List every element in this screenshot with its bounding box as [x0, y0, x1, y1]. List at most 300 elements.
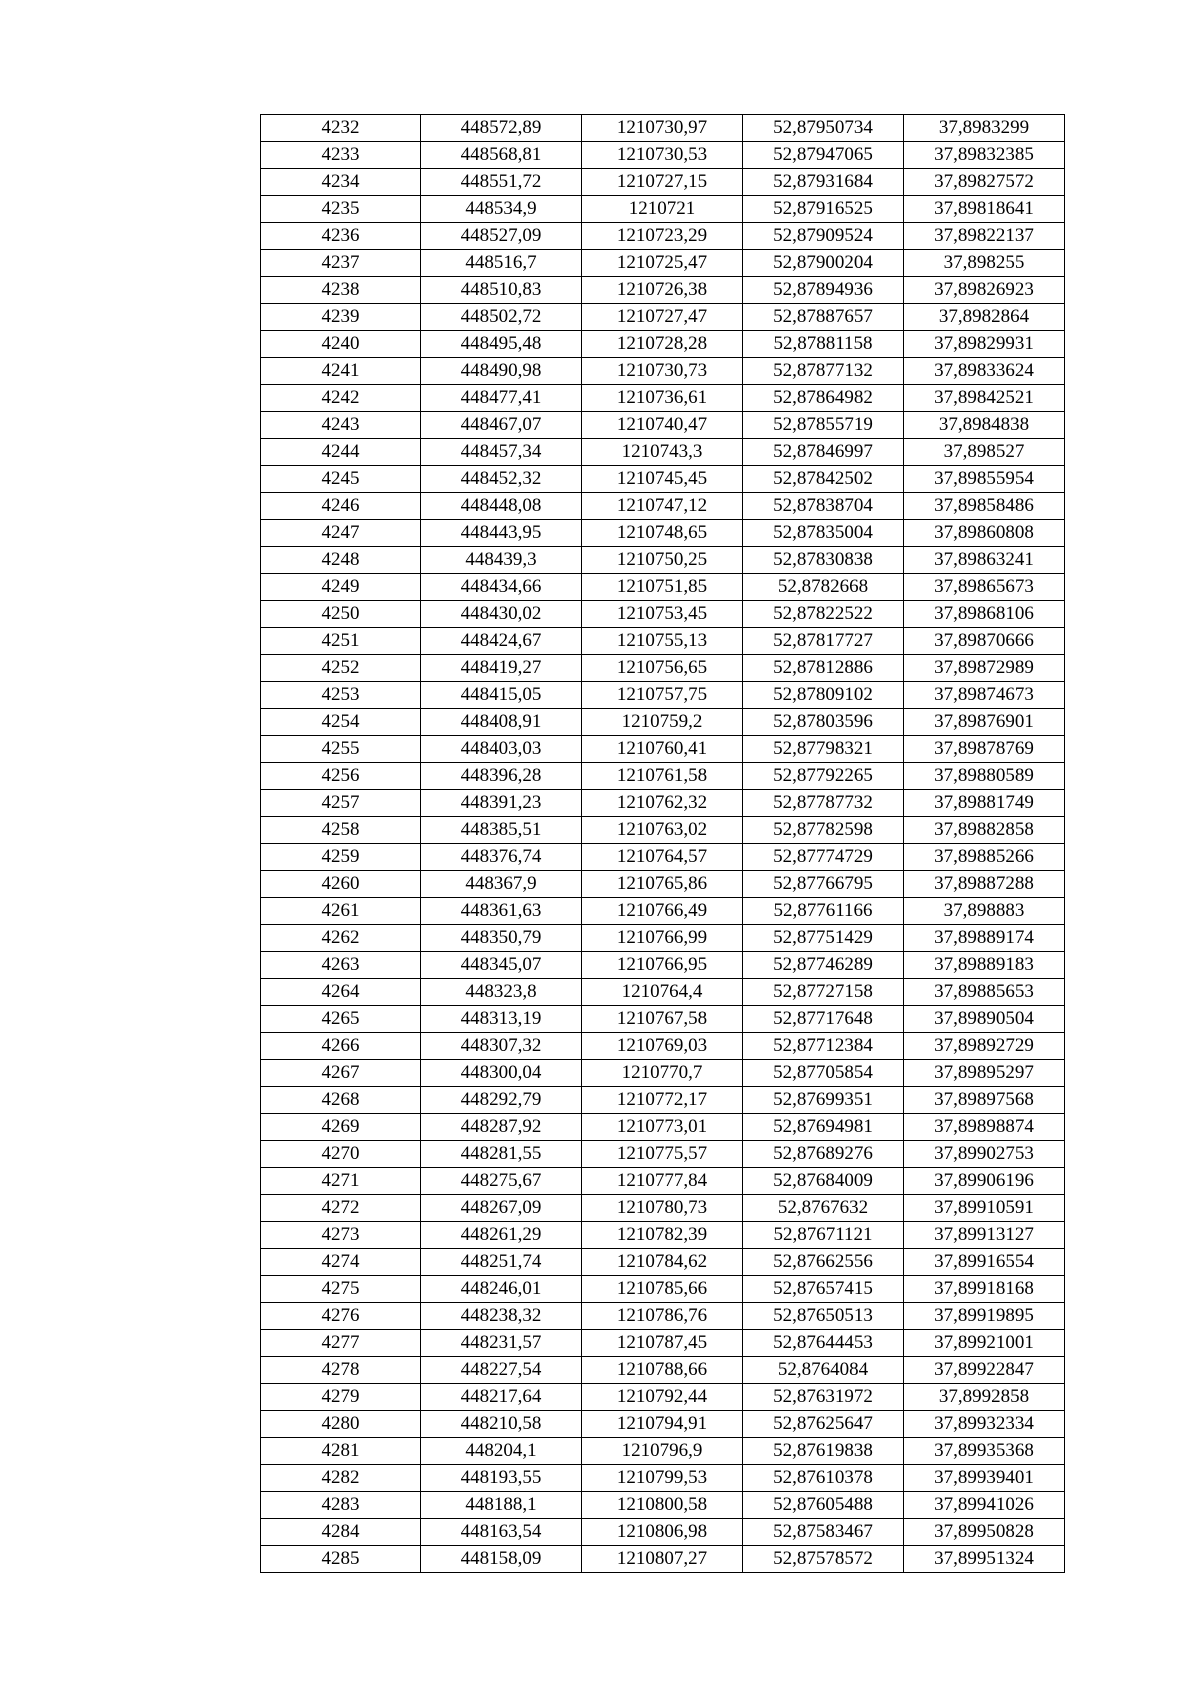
- x-coordinate-cell: 448227,54: [421, 1357, 582, 1384]
- latitude-cell: 52,87717648: [743, 1006, 904, 1033]
- longitude-cell: 37,89922847: [904, 1357, 1065, 1384]
- longitude-cell: 37,89829931: [904, 331, 1065, 358]
- latitude-cell: 52,8782668: [743, 574, 904, 601]
- longitude-cell: 37,89892729: [904, 1033, 1065, 1060]
- longitude-cell: 37,89895297: [904, 1060, 1065, 1087]
- table-row: [261, 1249, 1065, 1276]
- longitude-cell: 37,89855954: [904, 466, 1065, 493]
- latitude-cell: 52,87657415: [743, 1276, 904, 1303]
- point-number-cell: 4268: [261, 1087, 421, 1114]
- y-coordinate-cell: 1210764,4: [582, 979, 743, 1006]
- longitude-cell: 37,89818641: [904, 196, 1065, 223]
- longitude-cell: 37,89950828: [904, 1519, 1065, 1546]
- point-number-cell: 4239: [261, 304, 421, 331]
- table-row: [261, 1357, 1065, 1384]
- x-coordinate-cell: 448502,72: [421, 304, 582, 331]
- y-coordinate-cell: 1210766,49: [582, 898, 743, 925]
- latitude-cell: 52,87746289: [743, 952, 904, 979]
- y-coordinate-cell: 1210788,66: [582, 1357, 743, 1384]
- longitude-cell: 37,89890504: [904, 1006, 1065, 1033]
- x-coordinate-cell: 448419,27: [421, 655, 582, 682]
- table-row: [261, 736, 1065, 763]
- x-coordinate-cell: 448350,79: [421, 925, 582, 952]
- y-coordinate-cell: 1210775,57: [582, 1141, 743, 1168]
- point-number-cell: 4269: [261, 1114, 421, 1141]
- point-number-cell: 4284: [261, 1519, 421, 1546]
- x-coordinate-cell: 448361,63: [421, 898, 582, 925]
- longitude-cell: 37,89910591: [904, 1195, 1065, 1222]
- y-coordinate-cell: 1210745,45: [582, 466, 743, 493]
- table-row: [261, 871, 1065, 898]
- y-coordinate-cell: 1210780,73: [582, 1195, 743, 1222]
- x-coordinate-cell: 448415,05: [421, 682, 582, 709]
- point-number-cell: 4276: [261, 1303, 421, 1330]
- latitude-cell: 52,87877132: [743, 358, 904, 385]
- x-coordinate-cell: 448238,32: [421, 1303, 582, 1330]
- y-coordinate-cell: 1210765,86: [582, 871, 743, 898]
- y-coordinate-cell: 1210751,85: [582, 574, 743, 601]
- y-coordinate-cell: 1210773,01: [582, 1114, 743, 1141]
- point-number-cell: 4256: [261, 763, 421, 790]
- table-row: [261, 898, 1065, 925]
- x-coordinate-cell: 448510,83: [421, 277, 582, 304]
- table-row: [261, 1492, 1065, 1519]
- latitude-cell: 52,87931684: [743, 169, 904, 196]
- y-coordinate-cell: 1210728,28: [582, 331, 743, 358]
- longitude-cell: 37,89918168: [904, 1276, 1065, 1303]
- latitude-cell: 52,87610378: [743, 1465, 904, 1492]
- point-number-cell: 4262: [261, 925, 421, 952]
- point-number-cell: 4273: [261, 1222, 421, 1249]
- latitude-cell: 52,87705854: [743, 1060, 904, 1087]
- x-coordinate-cell: 448163,54: [421, 1519, 582, 1546]
- table-row: [261, 1330, 1065, 1357]
- y-coordinate-cell: 1210759,2: [582, 709, 743, 736]
- point-number-cell: 4252: [261, 655, 421, 682]
- table-row: [261, 466, 1065, 493]
- longitude-cell: 37,89833624: [904, 358, 1065, 385]
- x-coordinate-cell: 448408,91: [421, 709, 582, 736]
- point-number-cell: 4285: [261, 1546, 421, 1573]
- table-row: [261, 1141, 1065, 1168]
- point-number-cell: 4260: [261, 871, 421, 898]
- point-number-cell: 4278: [261, 1357, 421, 1384]
- table-row: [261, 1384, 1065, 1411]
- point-number-cell: 4283: [261, 1492, 421, 1519]
- y-coordinate-cell: 1210799,53: [582, 1465, 743, 1492]
- table-row: [261, 1195, 1065, 1222]
- point-number-cell: 4258: [261, 817, 421, 844]
- longitude-cell: 37,89939401: [904, 1465, 1065, 1492]
- y-coordinate-cell: 1210777,84: [582, 1168, 743, 1195]
- table-row: [261, 331, 1065, 358]
- y-coordinate-cell: 1210769,03: [582, 1033, 743, 1060]
- table-row: [261, 1303, 1065, 1330]
- longitude-cell: 37,89902753: [904, 1141, 1065, 1168]
- y-coordinate-cell: 1210784,62: [582, 1249, 743, 1276]
- longitude-cell: 37,89880589: [904, 763, 1065, 790]
- longitude-cell: 37,89822137: [904, 223, 1065, 250]
- table-row: [261, 1276, 1065, 1303]
- x-coordinate-cell: 448527,09: [421, 223, 582, 250]
- point-number-cell: 4255: [261, 736, 421, 763]
- table-row: [261, 1546, 1065, 1573]
- longitude-cell: 37,89876901: [904, 709, 1065, 736]
- latitude-cell: 52,87835004: [743, 520, 904, 547]
- table-row: [261, 169, 1065, 196]
- table-row: [261, 358, 1065, 385]
- latitude-cell: 52,87684009: [743, 1168, 904, 1195]
- latitude-cell: 52,87798321: [743, 736, 904, 763]
- longitude-cell: 37,89868106: [904, 601, 1065, 628]
- y-coordinate-cell: 1210727,47: [582, 304, 743, 331]
- longitude-cell: 37,89885653: [904, 979, 1065, 1006]
- latitude-cell: 52,87712384: [743, 1033, 904, 1060]
- table-row: [261, 1087, 1065, 1114]
- table-row: [261, 844, 1065, 871]
- latitude-cell: 52,87699351: [743, 1087, 904, 1114]
- longitude-cell: 37,89885266: [904, 844, 1065, 871]
- longitude-cell: 37,89827572: [904, 169, 1065, 196]
- x-coordinate-cell: 448193,55: [421, 1465, 582, 1492]
- x-coordinate-cell: 448158,09: [421, 1546, 582, 1573]
- y-coordinate-cell: 1210730,53: [582, 142, 743, 169]
- y-coordinate-cell: 1210748,65: [582, 520, 743, 547]
- table-row: [261, 385, 1065, 412]
- x-coordinate-cell: 448345,07: [421, 952, 582, 979]
- latitude-cell: 52,87792265: [743, 763, 904, 790]
- point-number-cell: 4265: [261, 1006, 421, 1033]
- longitude-cell: 37,89919895: [904, 1303, 1065, 1330]
- table-row: [261, 250, 1065, 277]
- table-row: [261, 817, 1065, 844]
- point-number-cell: 4241: [261, 358, 421, 385]
- table-row: [261, 1033, 1065, 1060]
- table-row: [261, 547, 1065, 574]
- table-row: [261, 1438, 1065, 1465]
- table-row: [261, 1465, 1065, 1492]
- table-row: [261, 1060, 1065, 1087]
- y-coordinate-cell: 1210796,9: [582, 1438, 743, 1465]
- latitude-cell: 52,87809102: [743, 682, 904, 709]
- y-coordinate-cell: 1210770,7: [582, 1060, 743, 1087]
- table-row: [261, 952, 1065, 979]
- y-coordinate-cell: 1210760,41: [582, 736, 743, 763]
- point-number-cell: 4248: [261, 547, 421, 574]
- longitude-cell: 37,89951324: [904, 1546, 1065, 1573]
- x-coordinate-cell: 448568,81: [421, 142, 582, 169]
- table-row: [261, 196, 1065, 223]
- point-number-cell: 4257: [261, 790, 421, 817]
- longitude-cell: 37,89882858: [904, 817, 1065, 844]
- point-number-cell: 4251: [261, 628, 421, 655]
- y-coordinate-cell: 1210740,47: [582, 412, 743, 439]
- y-coordinate-cell: 1210792,44: [582, 1384, 743, 1411]
- x-coordinate-cell: 448261,29: [421, 1222, 582, 1249]
- longitude-cell: 37,89887288: [904, 871, 1065, 898]
- latitude-cell: 52,87881158: [743, 331, 904, 358]
- y-coordinate-cell: 1210766,95: [582, 952, 743, 979]
- x-coordinate-cell: 448516,7: [421, 250, 582, 277]
- x-coordinate-cell: 448307,32: [421, 1033, 582, 1060]
- x-coordinate-cell: 448443,95: [421, 520, 582, 547]
- longitude-cell: 37,89826923: [904, 277, 1065, 304]
- table-row: [261, 520, 1065, 547]
- x-coordinate-cell: 448385,51: [421, 817, 582, 844]
- latitude-cell: 52,87838704: [743, 493, 904, 520]
- point-number-cell: 4270: [261, 1141, 421, 1168]
- longitude-cell: 37,89878769: [904, 736, 1065, 763]
- longitude-cell: 37,89941026: [904, 1492, 1065, 1519]
- y-coordinate-cell: 1210725,47: [582, 250, 743, 277]
- x-coordinate-cell: 448231,57: [421, 1330, 582, 1357]
- point-number-cell: 4245: [261, 466, 421, 493]
- latitude-cell: 52,87605488: [743, 1492, 904, 1519]
- latitude-cell: 52,87822522: [743, 601, 904, 628]
- y-coordinate-cell: 1210786,76: [582, 1303, 743, 1330]
- table-row: [261, 277, 1065, 304]
- y-coordinate-cell: 1210736,61: [582, 385, 743, 412]
- x-coordinate-cell: 448424,67: [421, 628, 582, 655]
- longitude-cell: 37,8983299: [904, 115, 1065, 142]
- point-number-cell: 4240: [261, 331, 421, 358]
- x-coordinate-cell: 448396,28: [421, 763, 582, 790]
- coordinates-table-body: [261, 115, 1065, 1573]
- table-row: [261, 601, 1065, 628]
- y-coordinate-cell: 1210756,65: [582, 655, 743, 682]
- point-number-cell: 4249: [261, 574, 421, 601]
- x-coordinate-cell: 448287,92: [421, 1114, 582, 1141]
- coordinates-table: [260, 114, 1065, 1573]
- latitude-cell: 52,87782598: [743, 817, 904, 844]
- x-coordinate-cell: 448210,58: [421, 1411, 582, 1438]
- latitude-cell: 52,87644453: [743, 1330, 904, 1357]
- x-coordinate-cell: 448204,1: [421, 1438, 582, 1465]
- latitude-cell: 52,87774729: [743, 844, 904, 871]
- table-row: [261, 763, 1065, 790]
- longitude-cell: 37,89860808: [904, 520, 1065, 547]
- latitude-cell: 52,87727158: [743, 979, 904, 1006]
- point-number-cell: 4272: [261, 1195, 421, 1222]
- y-coordinate-cell: 1210766,99: [582, 925, 743, 952]
- y-coordinate-cell: 1210747,12: [582, 493, 743, 520]
- y-coordinate-cell: 1210807,27: [582, 1546, 743, 1573]
- longitude-cell: 37,89916554: [904, 1249, 1065, 1276]
- x-coordinate-cell: 448367,9: [421, 871, 582, 898]
- y-coordinate-cell: 1210782,39: [582, 1222, 743, 1249]
- y-coordinate-cell: 1210794,91: [582, 1411, 743, 1438]
- y-coordinate-cell: 1210772,17: [582, 1087, 743, 1114]
- latitude-cell: 52,87662556: [743, 1249, 904, 1276]
- point-number-cell: 4254: [261, 709, 421, 736]
- x-coordinate-cell: 448448,08: [421, 493, 582, 520]
- latitude-cell: 52,87842502: [743, 466, 904, 493]
- x-coordinate-cell: 448251,74: [421, 1249, 582, 1276]
- latitude-cell: 52,87894936: [743, 277, 904, 304]
- latitude-cell: 52,87916525: [743, 196, 904, 223]
- point-number-cell: 4250: [261, 601, 421, 628]
- table-row: [261, 790, 1065, 817]
- x-coordinate-cell: 448534,9: [421, 196, 582, 223]
- point-number-cell: 4235: [261, 196, 421, 223]
- longitude-cell: 37,89865673: [904, 574, 1065, 601]
- y-coordinate-cell: 1210763,02: [582, 817, 743, 844]
- longitude-cell: 37,89921001: [904, 1330, 1065, 1357]
- point-number-cell: 4275: [261, 1276, 421, 1303]
- y-coordinate-cell: 1210750,25: [582, 547, 743, 574]
- longitude-cell: 37,89935368: [904, 1438, 1065, 1465]
- x-coordinate-cell: 448434,66: [421, 574, 582, 601]
- point-number-cell: 4277: [261, 1330, 421, 1357]
- latitude-cell: 52,87855719: [743, 412, 904, 439]
- x-coordinate-cell: 448457,34: [421, 439, 582, 466]
- table-row: [261, 628, 1065, 655]
- point-number-cell: 4261: [261, 898, 421, 925]
- longitude-cell: 37,89897568: [904, 1087, 1065, 1114]
- table-row: [261, 142, 1065, 169]
- x-coordinate-cell: 448572,89: [421, 115, 582, 142]
- latitude-cell: 52,87900204: [743, 250, 904, 277]
- longitude-cell: 37,89913127: [904, 1222, 1065, 1249]
- point-number-cell: 4238: [261, 277, 421, 304]
- point-number-cell: 4266: [261, 1033, 421, 1060]
- table-row: [261, 655, 1065, 682]
- x-coordinate-cell: 448267,09: [421, 1195, 582, 1222]
- latitude-cell: 52,87909524: [743, 223, 904, 250]
- x-coordinate-cell: 448439,3: [421, 547, 582, 574]
- longitude-cell: 37,89889174: [904, 925, 1065, 952]
- point-number-cell: 4271: [261, 1168, 421, 1195]
- x-coordinate-cell: 448391,23: [421, 790, 582, 817]
- x-coordinate-cell: 448313,19: [421, 1006, 582, 1033]
- table-row: [261, 1168, 1065, 1195]
- point-number-cell: 4244: [261, 439, 421, 466]
- table-row: [261, 304, 1065, 331]
- latitude-cell: 52,87761166: [743, 898, 904, 925]
- y-coordinate-cell: 1210727,15: [582, 169, 743, 196]
- longitude-cell: 37,8984838: [904, 412, 1065, 439]
- point-number-cell: 4247: [261, 520, 421, 547]
- y-coordinate-cell: 1210730,97: [582, 115, 743, 142]
- point-number-cell: 4281: [261, 1438, 421, 1465]
- y-coordinate-cell: 1210723,29: [582, 223, 743, 250]
- point-number-cell: 4237: [261, 250, 421, 277]
- point-number-cell: 4246: [261, 493, 421, 520]
- point-number-cell: 4274: [261, 1249, 421, 1276]
- latitude-cell: 52,87766795: [743, 871, 904, 898]
- latitude-cell: 52,87812886: [743, 655, 904, 682]
- point-number-cell: 4264: [261, 979, 421, 1006]
- point-number-cell: 4236: [261, 223, 421, 250]
- table-row: [261, 925, 1065, 952]
- latitude-cell: 52,87950734: [743, 115, 904, 142]
- x-coordinate-cell: 448246,01: [421, 1276, 582, 1303]
- point-number-cell: 4282: [261, 1465, 421, 1492]
- latitude-cell: 52,87694981: [743, 1114, 904, 1141]
- longitude-cell: 37,89832385: [904, 142, 1065, 169]
- longitude-cell: 37,8982864: [904, 304, 1065, 331]
- table-row: [261, 1006, 1065, 1033]
- point-number-cell: 4280: [261, 1411, 421, 1438]
- longitude-cell: 37,89932334: [904, 1411, 1065, 1438]
- longitude-cell: 37,89874673: [904, 682, 1065, 709]
- x-coordinate-cell: 448300,04: [421, 1060, 582, 1087]
- x-coordinate-cell: 448323,8: [421, 979, 582, 1006]
- x-coordinate-cell: 448490,98: [421, 358, 582, 385]
- x-coordinate-cell: 448275,67: [421, 1168, 582, 1195]
- latitude-cell: 52,87631972: [743, 1384, 904, 1411]
- longitude-cell: 37,898255: [904, 250, 1065, 277]
- x-coordinate-cell: 448430,02: [421, 601, 582, 628]
- point-number-cell: 4233: [261, 142, 421, 169]
- y-coordinate-cell: 1210721: [582, 196, 743, 223]
- longitude-cell: 37,89870666: [904, 628, 1065, 655]
- x-coordinate-cell: 448217,64: [421, 1384, 582, 1411]
- latitude-cell: 52,8767632: [743, 1195, 904, 1222]
- latitude-cell: 52,87864982: [743, 385, 904, 412]
- point-number-cell: 4234: [261, 169, 421, 196]
- latitude-cell: 52,87751429: [743, 925, 904, 952]
- table-row: [261, 574, 1065, 601]
- y-coordinate-cell: 1210753,45: [582, 601, 743, 628]
- longitude-cell: 37,89906196: [904, 1168, 1065, 1195]
- x-coordinate-cell: 448403,03: [421, 736, 582, 763]
- longitude-cell: 37,89889183: [904, 952, 1065, 979]
- table-row: [261, 439, 1065, 466]
- table-row: [261, 1411, 1065, 1438]
- y-coordinate-cell: 1210767,58: [582, 1006, 743, 1033]
- latitude-cell: 52,87619838: [743, 1438, 904, 1465]
- point-number-cell: 4263: [261, 952, 421, 979]
- latitude-cell: 52,87830838: [743, 547, 904, 574]
- latitude-cell: 52,87689276: [743, 1141, 904, 1168]
- table-row: [261, 709, 1065, 736]
- x-coordinate-cell: 448495,48: [421, 331, 582, 358]
- latitude-cell: 52,87947065: [743, 142, 904, 169]
- longitude-cell: 37,89872989: [904, 655, 1065, 682]
- x-coordinate-cell: 448281,55: [421, 1141, 582, 1168]
- y-coordinate-cell: 1210785,66: [582, 1276, 743, 1303]
- longitude-cell: 37,898527: [904, 439, 1065, 466]
- y-coordinate-cell: 1210726,38: [582, 277, 743, 304]
- y-coordinate-cell: 1210787,45: [582, 1330, 743, 1357]
- x-coordinate-cell: 448292,79: [421, 1087, 582, 1114]
- y-coordinate-cell: 1210800,58: [582, 1492, 743, 1519]
- point-number-cell: 4242: [261, 385, 421, 412]
- y-coordinate-cell: 1210757,75: [582, 682, 743, 709]
- point-number-cell: 4232: [261, 115, 421, 142]
- y-coordinate-cell: 1210762,32: [582, 790, 743, 817]
- longitude-cell: 37,89842521: [904, 385, 1065, 412]
- latitude-cell: 52,87650513: [743, 1303, 904, 1330]
- latitude-cell: 52,87671121: [743, 1222, 904, 1249]
- y-coordinate-cell: 1210743,3: [582, 439, 743, 466]
- table-row: [261, 682, 1065, 709]
- point-number-cell: 4243: [261, 412, 421, 439]
- latitude-cell: 52,87578572: [743, 1546, 904, 1573]
- longitude-cell: 37,89881749: [904, 790, 1065, 817]
- y-coordinate-cell: 1210764,57: [582, 844, 743, 871]
- table-row: [261, 1519, 1065, 1546]
- longitude-cell: 37,89898874: [904, 1114, 1065, 1141]
- table-row: [261, 493, 1065, 520]
- table-row: [261, 412, 1065, 439]
- latitude-cell: 52,87625647: [743, 1411, 904, 1438]
- table-row: [261, 1222, 1065, 1249]
- latitude-cell: 52,87803596: [743, 709, 904, 736]
- latitude-cell: 52,87817727: [743, 628, 904, 655]
- point-number-cell: 4259: [261, 844, 421, 871]
